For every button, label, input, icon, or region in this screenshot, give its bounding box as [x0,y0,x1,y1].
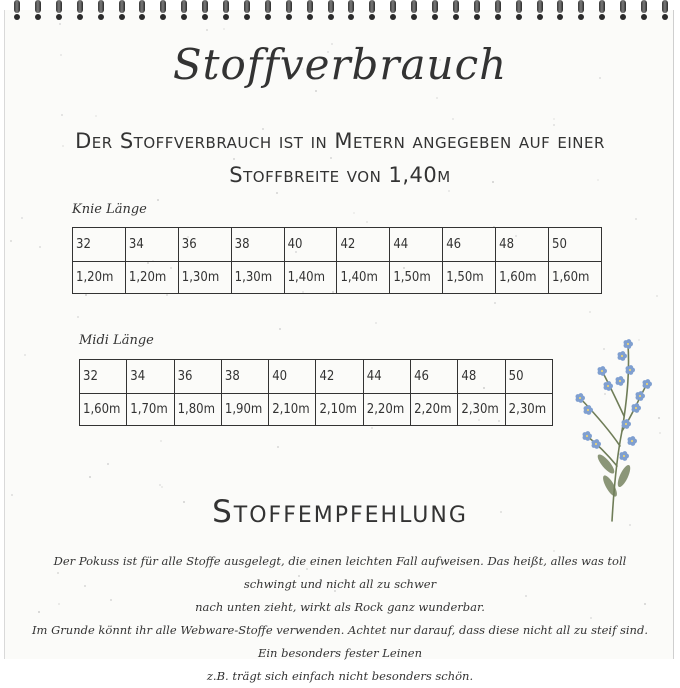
paper-speckle [371,427,373,429]
paper-speckle [656,295,658,297]
size-cell: 42 [316,360,363,394]
ring-icon [390,0,396,20]
size-cell: 44 [390,228,443,262]
value-cell: 2,30m [458,394,505,426]
spiral-binding-icon [0,0,680,22]
value-cell: 1,40m [337,262,390,294]
ring-icon [119,0,125,20]
value-row [80,394,553,426]
value-cell: 1,60m [496,262,549,294]
paper-speckle [635,218,637,220]
paper-speckle [10,240,12,242]
ring-icon [35,0,41,20]
size-row [73,228,602,262]
blossom [622,419,632,429]
size-cell: 36 [174,360,221,394]
intro-text: Der Stoffverbrauch ist in Metern angegeben auf einer Stoffbreite von 1,40m [75,129,605,187]
ring-icon [599,0,605,20]
ring-icon [223,0,229,20]
value-cell: 1,30m [231,262,284,294]
blossom [628,436,638,446]
size-cell: 48 [496,228,549,262]
value-cell: 2,20m [411,394,458,426]
blossom [598,366,608,376]
size-cell: 50 [505,360,552,394]
value-cell: 1,50m [443,262,496,294]
paper-speckle [59,23,61,25]
paper-speckle [553,118,555,120]
value-cell: 1,50m [390,262,443,294]
ring-icon [432,0,438,20]
ring-icon [307,0,313,20]
text-line: Der Pokuss ist für alle Stoffe ausgelegt, die einen leichten Fall aufweisen. Das heißt, alles was toll schwingt und nicht all zu schwer [53,554,627,591]
text-line: nach unten zieht, wirkt als Rock ganz wunderbar. [195,600,485,614]
recommendation-text [30,550,650,688]
blossom [584,405,594,415]
ring-icon [181,0,187,20]
midi-length-table [79,359,553,426]
paper-speckle [95,115,97,117]
value-cell: 1,90m [221,394,268,426]
value-cell: 1,80m [174,394,221,426]
size-cell: 48 [458,360,505,394]
size-cell: 36 [178,228,231,262]
paper-speckle [160,440,162,442]
paper-speckle [366,221,368,223]
paper-speckle [589,311,591,313]
ring-icon [328,0,334,20]
paper-speckle [39,246,41,248]
ring-icon [286,0,292,20]
blossom [620,451,630,461]
value-cell: 1,60m [549,262,602,294]
paper-speckle [452,118,454,120]
size-cell: 46 [411,360,458,394]
value-cell: 1,20m [125,262,178,294]
paper-speckle [107,463,109,465]
value-cell: 1,70m [127,394,174,426]
blossom [626,365,636,375]
value-cell: 1,30m [178,262,231,294]
value-cell: 2,30m [505,394,552,426]
ring-icon [474,0,480,20]
page-title: Stoffverbrauch [172,40,508,89]
ring-icon [265,0,271,20]
blossom [616,376,626,386]
paper-speckle [223,28,225,30]
ring-icon [160,0,166,20]
text-line: Im Grunde könnt ihr alle Webware-Stoffe verwenden. Achtet nur darauf, dass diese nicht all zu steif sind. Ein besonders fester Leinen [32,623,648,660]
blossom [632,403,642,413]
ring-icon [77,0,83,20]
paper-speckle [436,97,438,99]
paper-speckle [157,199,159,201]
paper-speckle [494,302,496,304]
size-cell: 34 [127,360,174,394]
ring-icon [453,0,459,20]
ring-icon [662,0,668,20]
size-cell: 50 [549,228,602,262]
midi-length-label: Midi Länge [79,333,154,348]
paper-speckle [206,29,208,31]
knee-length-label: Knie Länge [72,202,147,217]
ring-icon [348,0,354,20]
blossom [624,339,634,349]
ring-icon [641,0,647,20]
size-cell: 44 [363,360,410,394]
size-row [80,360,553,394]
value-cell: 1,20m [73,262,126,294]
paper-speckle [161,486,163,488]
ring-icon [244,0,250,20]
value-row [73,262,602,294]
ring-icon [620,0,626,20]
paper-speckle [21,217,23,219]
paper-speckle [276,192,278,194]
paper-speckle [279,328,281,330]
size-cell: 40 [269,360,316,394]
blossom [636,391,646,401]
ring-icon [557,0,563,20]
leaf [595,452,617,476]
size-cell: 38 [221,360,268,394]
leaf [615,463,632,488]
size-cell: 32 [73,228,126,262]
section-title: Stoffempfehlung [212,494,468,530]
paper-speckle [277,446,279,448]
blossom [618,351,628,361]
paper-speckle [61,114,63,116]
text-line: z.B. trägt sich einfach nicht besonders schön. [206,669,474,683]
blossom [643,379,653,389]
paper-speckle [315,90,317,92]
value-cell: 2,10m [269,394,316,426]
value-cell: 2,10m [316,394,363,426]
paper-speckle [353,212,355,214]
value-cell: 1,60m [80,394,127,426]
ring-icon [98,0,104,20]
size-cell: 38 [231,228,284,262]
paper-speckle [85,294,87,296]
value-cell: 2,20m [363,394,410,426]
paper-speckle [77,316,79,318]
paper-speckle [89,476,91,478]
ring-icon [578,0,584,20]
size-cell: 32 [80,360,127,394]
ring-icon [495,0,501,20]
ring-icon [369,0,375,20]
paper-speckle [159,484,161,486]
knee-length-table [72,227,602,294]
ring-icon [411,0,417,20]
paper-speckle [375,322,377,324]
ring-icon [516,0,522,20]
size-cell: 34 [125,228,178,262]
ring-icon [14,0,20,20]
ring-icon [537,0,543,20]
size-cell: 40 [284,228,337,262]
ring-icon [202,0,208,20]
value-cell: 1,40m [284,262,337,294]
size-cell: 46 [443,228,496,262]
paper-speckle [24,354,26,356]
ring-icon [139,0,145,20]
ring-icon [56,0,62,20]
size-cell: 42 [337,228,390,262]
